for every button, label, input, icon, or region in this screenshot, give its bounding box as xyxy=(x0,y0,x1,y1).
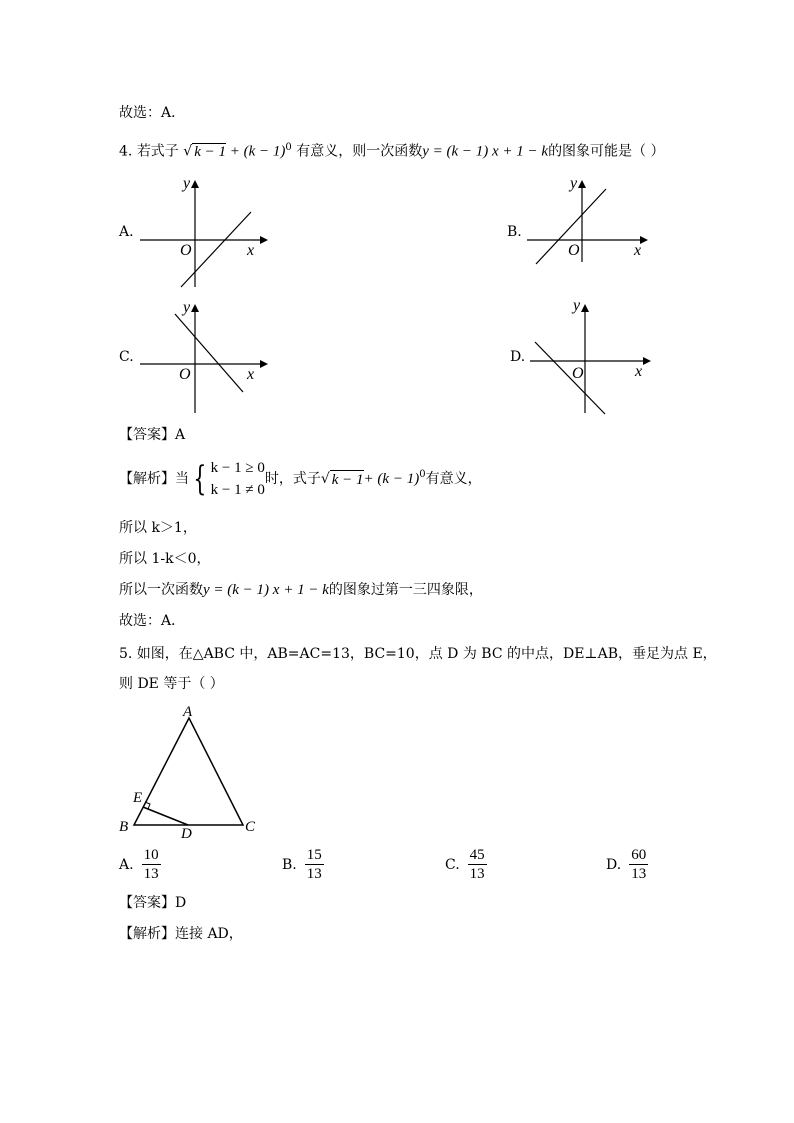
power-expression: + (k − 1) xyxy=(225,143,286,160)
option-c xyxy=(445,846,487,883)
question-5-line-1: 5. 如图，在△ABC 中，AB=AC=13，BC=10，点 D 为 BC 的中点，DE⊥AB，垂足为点 E， xyxy=(119,646,717,662)
function-expression: y = (k − 1) x + 1 − k xyxy=(422,143,549,160)
condition-1: k − 1 ≥ 0 xyxy=(210,460,265,476)
fraction xyxy=(629,846,648,883)
line-conclusion-2: 故选：A． xyxy=(119,613,186,629)
question-text: 的图象可能是（ ） xyxy=(548,143,665,160)
option-label: B. xyxy=(282,856,297,873)
fraction xyxy=(468,846,487,883)
analysis-text: 【解析】当 xyxy=(119,471,189,487)
numerator: 10 xyxy=(143,847,159,863)
sqrt-expression: k − 1 xyxy=(331,471,364,488)
numerator: 15 xyxy=(306,847,322,863)
function-expression: y = (k − 1) x + 1 − k xyxy=(203,582,329,598)
power-expression: + (k − 1) xyxy=(363,471,420,487)
option-a xyxy=(119,846,161,883)
step-text: 的图象过第一三四象限， xyxy=(328,582,483,598)
triangle-figure xyxy=(115,700,275,840)
option-label: C. xyxy=(445,856,460,873)
step-2: 所以 1-k＜0， xyxy=(119,551,211,567)
denominator: 13 xyxy=(306,866,322,882)
option-label: A. xyxy=(119,856,134,873)
analysis-text: 时，式子 xyxy=(264,471,321,487)
vertex-a-label: A xyxy=(183,704,193,720)
y-axis-label: y xyxy=(573,297,581,314)
denominator: 13 xyxy=(469,866,485,882)
answer-4: 【答案】A xyxy=(119,427,186,443)
point-d-label: D xyxy=(181,826,192,840)
point-e-label: E xyxy=(133,790,143,806)
x-axis-label: x xyxy=(635,363,643,380)
option-b xyxy=(282,846,324,883)
left-brace: { xyxy=(193,459,207,499)
y-axis-label: y xyxy=(183,175,191,192)
option-c-label: C. xyxy=(119,349,134,365)
numerator: 60 xyxy=(631,847,647,863)
analysis-text: 有意义， xyxy=(425,471,482,487)
step-1: 所以 k＞1， xyxy=(119,520,197,536)
question-text: 若式子 xyxy=(136,143,179,160)
answer-5: 【答案】D xyxy=(119,895,187,911)
option-a-label: A. xyxy=(119,224,134,240)
origin-label: O xyxy=(180,242,192,259)
question-text: 有意义，则一次函数 xyxy=(296,143,423,160)
origin-label: O xyxy=(572,365,584,382)
y-axis-label: y xyxy=(570,175,578,192)
vertex-b-label: B xyxy=(119,819,129,835)
x-axis-label: x xyxy=(247,366,255,383)
question-number: 4. xyxy=(119,143,133,160)
fraction xyxy=(305,846,324,883)
origin-label: O xyxy=(568,242,580,259)
step-text: 所以一次函数 xyxy=(119,582,203,598)
x-axis-label: x xyxy=(634,242,642,259)
y-axis-label: y xyxy=(183,299,191,316)
graph-c xyxy=(135,296,275,416)
line-conclusion-1: 故选：A． xyxy=(119,105,186,121)
option-label: D. xyxy=(606,856,622,873)
power-exponent: 0 xyxy=(285,142,292,153)
vertex-c-label: C xyxy=(245,819,256,835)
analysis-5: 【解析】连接 AD， xyxy=(119,926,243,942)
power-exponent: 0 xyxy=(419,469,426,480)
sqrt-symbol: √ xyxy=(183,143,193,160)
analysis-4 xyxy=(119,456,482,502)
condition-2: k − 1 ≠ 0 xyxy=(210,482,265,498)
option-d xyxy=(606,846,648,883)
question-5-line-2: 则 DE 等于（ ） xyxy=(119,676,224,692)
graph-d xyxy=(525,296,665,416)
option-d-label: D. xyxy=(510,349,526,365)
condition-system xyxy=(189,457,265,501)
option-b-label: B. xyxy=(507,224,522,240)
numerator: 45 xyxy=(469,847,485,863)
graph-a xyxy=(135,172,275,292)
origin-label: O xyxy=(179,366,191,383)
sqrt-symbol: √ xyxy=(320,471,330,487)
step-3 xyxy=(119,581,483,599)
denominator: 13 xyxy=(143,866,159,882)
fraction xyxy=(142,846,161,883)
denominator: 13 xyxy=(631,866,647,882)
x-axis-label: x xyxy=(247,242,255,259)
sqrt-expression: k − 1 xyxy=(194,143,226,160)
question-4 xyxy=(119,139,665,161)
graph-b xyxy=(522,172,662,272)
